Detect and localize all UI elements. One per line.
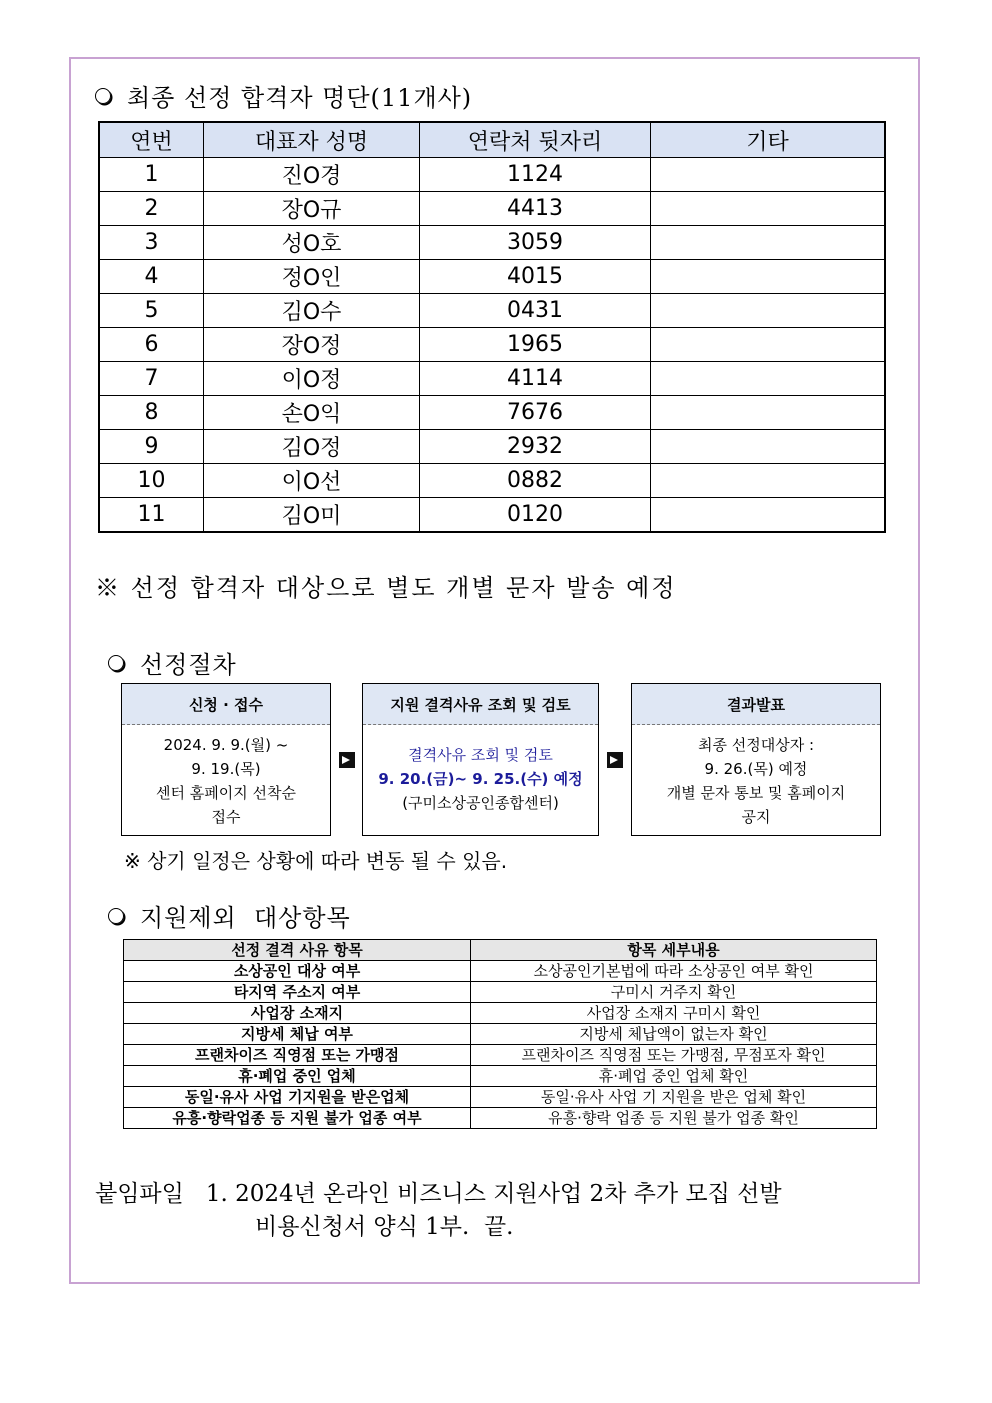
final-list-title: 최종 선정 합격자 명단(11개사) [127,84,473,112]
cell-phone: 2932 [420,430,651,464]
table-row [99,430,885,464]
cell-phone: 4413 [420,192,651,226]
cell-item: 프랜차이즈 직영점 또는 가맹점 [124,1045,471,1066]
cell-no: 6 [99,328,204,362]
cell-phone: 0882 [420,464,651,498]
cell-detail: 지방세 체납액이 없는자 확인 [471,1024,877,1045]
cell-no: 10 [99,464,204,498]
cell-name: 이O선 [204,464,420,498]
cell-detail: 소상공인기본법에 따라 소상공인 여부 확인 [471,961,877,982]
cell-no: 7 [99,362,204,396]
column-header: 기타 [651,122,886,158]
table-row [124,961,877,982]
cell-etc [651,396,886,430]
right-arrow-icon [607,752,623,768]
cell-item: 지방세 체납 여부 [124,1024,471,1045]
table-row [124,1045,877,1066]
cell-no: 3 [99,226,204,260]
table-row [99,226,885,260]
step-line: 공지 [741,808,771,826]
step-line: 접수 [211,808,241,826]
cell-etc [651,430,886,464]
process-heading [108,645,237,680]
cell-phone: 1124 [420,158,651,192]
circle-bullet-icon [108,908,124,924]
cell-name: 장O정 [204,328,420,362]
table-row [99,362,885,396]
process-step-review [362,683,599,836]
cell-phone: 7676 [420,396,651,430]
cell-phone: 4015 [420,260,651,294]
attachment-label: 붙임파일 [95,1181,184,1207]
table-row [99,260,885,294]
cell-phone: 0431 [420,294,651,328]
step-line: 2024. 9. 9.(월) ~ [163,736,289,754]
table-row [99,328,885,362]
cell-item: 휴·폐업 중인 업체 [124,1066,471,1087]
final-list-heading [95,78,472,113]
cell-no: 2 [99,192,204,226]
cell-detail: 사업장 소재지 구미시 확인 [471,1003,877,1024]
cell-name: 김O정 [204,430,420,464]
step-head: 결과발표 [632,684,880,725]
table-row [99,396,885,430]
step-line: 9. 20.(금)~ 9. 25.(수) 예정 [378,770,583,788]
step-head: 신청 · 접수 [122,684,330,725]
cell-detail: 동일·유사 사업 기 지원을 받은 업체 확인 [471,1087,877,1108]
cell-name: 성O호 [204,226,420,260]
column-header: 선정 결격 사유 항목 [124,940,471,961]
schedule-footnote: ※ 상기 일정은 상황에 따라 변동 될 수 있음. [124,849,508,873]
cell-name: 장O규 [204,192,420,226]
table-row [124,1066,877,1087]
attachment-line-2: 비용신청서 양식 1부. 끝. [255,1214,514,1240]
cell-detail: 구미시 거주지 확인 [471,982,877,1003]
cell-name: 진O경 [204,158,420,192]
final-list-table [98,121,886,533]
column-header: 대표자 성명 [204,122,420,158]
cell-item: 유흥·향락업종 등 지원 불가 업종 여부 [124,1108,471,1129]
cell-etc [651,192,886,226]
table-row [124,1003,877,1024]
right-arrow-icon [339,752,355,768]
step-line: 9. 26.(목) 예정 [704,760,808,778]
cell-item: 소상공인 대상 여부 [124,961,471,982]
cell-etc [651,464,886,498]
cell-no: 1 [99,158,204,192]
step-line: 개별 문자 통보 및 홈페이지 [666,784,846,802]
cell-name: 손O익 [204,396,420,430]
cell-no: 4 [99,260,204,294]
cell-phone: 1965 [420,328,651,362]
table-row [124,1108,877,1129]
sms-notice: ※ 선정 합격자 대상으로 별도 개별 문자 발송 예정 [95,574,677,602]
table-row [124,1024,877,1045]
column-header: 연번 [99,122,204,158]
cell-etc [651,294,886,328]
table-row [99,192,885,226]
cell-name: 이O정 [204,362,420,396]
cell-no: 9 [99,430,204,464]
table-row [99,498,885,533]
step-line: 최종 선정대상자 : [697,736,815,754]
step-line: 9. 19.(목) [191,760,261,778]
cell-etc [651,498,886,533]
column-header: 항목 세부내용 [471,940,877,961]
cell-detail: 프랜차이즈 직영점 또는 가맹점, 무점포자 확인 [471,1045,877,1066]
cell-etc [651,362,886,396]
step-line: (구미소상공인종합센터) [402,794,559,812]
circle-bullet-icon [108,655,124,671]
table-header-row [124,940,877,961]
table-row [124,982,877,1003]
table-row [99,158,885,192]
cell-etc [651,260,886,294]
cell-name: 정O인 [204,260,420,294]
table-header-row [99,122,885,158]
cell-phone: 3059 [420,226,651,260]
process-step-apply [121,683,331,836]
cell-name: 김O미 [204,498,420,533]
cell-etc [651,226,886,260]
cell-no: 8 [99,396,204,430]
cell-phone: 0120 [420,498,651,533]
step-head: 지원 결격사유 조회 및 검토 [363,684,598,725]
cell-detail: 휴·폐업 중인 업체 확인 [471,1066,877,1087]
cell-no: 11 [99,498,204,533]
step-line: 센터 홈페이지 선착순 [156,784,296,802]
exclusion-table [123,939,877,1129]
attachment-line-1: 1. 2024년 온라인 비즈니스 지원사업 2차 추가 모집 선발 [205,1181,782,1207]
exclusion-title: 지원제외 대상항목 [140,904,351,932]
circle-bullet-icon [95,88,111,104]
column-header: 연락처 뒷자리 [420,122,651,158]
cell-etc [651,158,886,192]
table-row [99,464,885,498]
process-title: 선정절차 [140,651,237,679]
cell-phone: 4114 [420,362,651,396]
cell-item: 타지역 주소지 여부 [124,982,471,1003]
cell-item: 사업장 소재지 [124,1003,471,1024]
cell-no: 5 [99,294,204,328]
cell-detail: 유흥·향락 업종 등 지원 불가 업종 확인 [471,1108,877,1129]
cell-etc [651,328,886,362]
step-line: 결격사유 조회 및 검토 [408,746,553,764]
process-step-result [631,683,881,836]
table-row [99,294,885,328]
exclusion-heading [108,898,351,933]
attachment-block [95,1178,782,1244]
cell-item: 동일·유사 사업 기지원을 받은업체 [124,1087,471,1108]
table-row [124,1087,877,1108]
cell-name: 김O수 [204,294,420,328]
